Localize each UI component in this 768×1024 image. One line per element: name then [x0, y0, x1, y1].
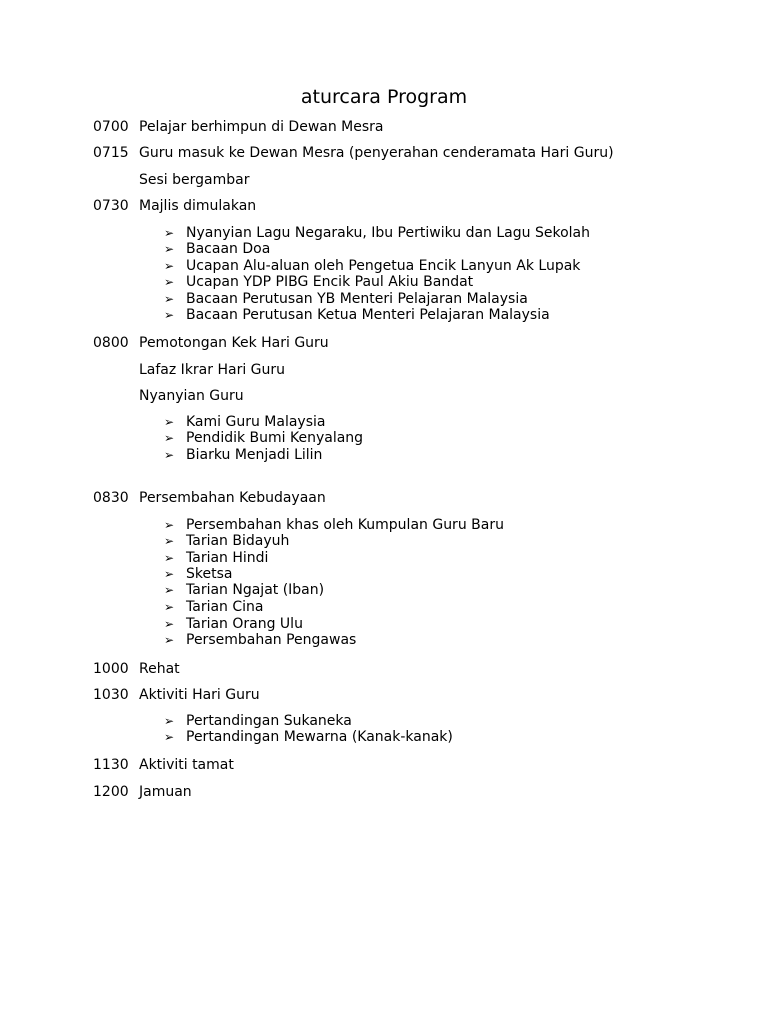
- arrow-bullet-icon: ➢: [164, 226, 175, 240]
- bullet-item: Pertandingan Mewarna (Kanak-kanak): [186, 729, 453, 745]
- schedule-time: 0800: [93, 335, 129, 351]
- schedule-activity: Majlis dimulakan: [139, 198, 257, 214]
- bullet-item: Ucapan Alu-aluan oleh Pengetua Encik Lanyun Ak Lupak: [186, 258, 581, 274]
- schedule-activity: Lafaz Ikrar Hari Guru: [139, 362, 286, 378]
- bullet-item: Pendidik Bumi Kenyalang: [186, 430, 364, 446]
- arrow-bullet-icon: ➢: [164, 518, 175, 532]
- bullet-item: Tarian Bidayuh: [186, 533, 290, 549]
- bullet-item: Bacaan Perutusan Ketua Menteri Pelajaran Malaysia: [186, 307, 550, 323]
- arrow-bullet-icon: ➢: [164, 633, 175, 647]
- schedule-activity: Nyanyian Guru: [139, 388, 244, 404]
- arrow-bullet-icon: ➢: [164, 583, 175, 597]
- bullet-item: Nyanyian Lagu Negaraku, Ibu Pertiwiku dan Lagu Sekolah: [186, 225, 590, 241]
- schedule-time: 1200: [93, 784, 129, 800]
- bullet-item: Bacaan Perutusan YB Menteri Pelajaran Malaysia: [186, 291, 528, 307]
- arrow-bullet-icon: ➢: [164, 600, 175, 614]
- bullet-item: Ucapan YDP PIBG Encik Paul Akiu Bandat: [186, 274, 474, 290]
- arrow-bullet-icon: ➢: [164, 567, 175, 581]
- arrow-bullet-icon: ➢: [164, 431, 175, 445]
- document-title: aturcara Program: [300, 86, 468, 108]
- schedule-activity: Guru masuk ke Dewan Mesra (penyerahan cenderamata Hari Guru): [139, 145, 614, 161]
- schedule-time: 0830: [93, 490, 129, 506]
- schedule-time: 1030: [93, 687, 129, 703]
- arrow-bullet-icon: ➢: [164, 292, 175, 306]
- arrow-bullet-icon: ➢: [164, 617, 175, 631]
- bullet-item: Biarku Menjadi Lilin: [186, 447, 323, 463]
- bullet-item: Pertandingan Sukaneka: [186, 713, 352, 729]
- bullet-item: Persembahan Pengawas: [186, 632, 357, 648]
- schedule-activity: Pelajar berhimpun di Dewan Mesra: [139, 119, 384, 135]
- arrow-bullet-icon: ➢: [164, 259, 175, 273]
- bullet-item: Sketsa: [186, 566, 233, 582]
- bullet-item: Persembahan khas oleh Kumpulan Guru Baru: [186, 517, 504, 533]
- arrow-bullet-icon: ➢: [164, 415, 175, 429]
- arrow-bullet-icon: ➢: [164, 730, 175, 744]
- schedule-time: 0700: [93, 119, 129, 135]
- schedule-activity: Rehat: [139, 661, 180, 677]
- schedule-activity: Jamuan: [139, 784, 192, 800]
- arrow-bullet-icon: ➢: [164, 308, 175, 322]
- schedule-activity: Aktiviti tamat: [139, 757, 234, 773]
- schedule-time: 1000: [93, 661, 129, 677]
- schedule-time: 0730: [93, 198, 129, 214]
- arrow-bullet-icon: ➢: [164, 242, 175, 256]
- bullet-item: Tarian Orang Ulu: [186, 616, 303, 632]
- arrow-bullet-icon: ➢: [164, 448, 175, 462]
- bullet-item: Tarian Cina: [186, 599, 264, 615]
- arrow-bullet-icon: ➢: [164, 275, 175, 289]
- bullet-item: Kami Guru Malaysia: [186, 414, 326, 430]
- schedule-activity: Sesi bergambar: [139, 172, 250, 188]
- arrow-bullet-icon: ➢: [164, 714, 175, 728]
- schedule-time: 0715: [93, 145, 129, 161]
- schedule-activity: Pemotongan Kek Hari Guru: [139, 335, 329, 351]
- schedule-time: 1130: [93, 757, 129, 773]
- schedule-activity: Persembahan Kebudayaan: [139, 490, 326, 506]
- arrow-bullet-icon: ➢: [164, 534, 175, 548]
- bullet-item: Tarian Hindi: [186, 550, 269, 566]
- bullet-item: Bacaan Doa: [186, 241, 271, 257]
- schedule-activity: Aktiviti Hari Guru: [139, 687, 260, 703]
- bullet-item: Tarian Ngajat (Iban): [186, 582, 325, 598]
- arrow-bullet-icon: ➢: [164, 551, 175, 565]
